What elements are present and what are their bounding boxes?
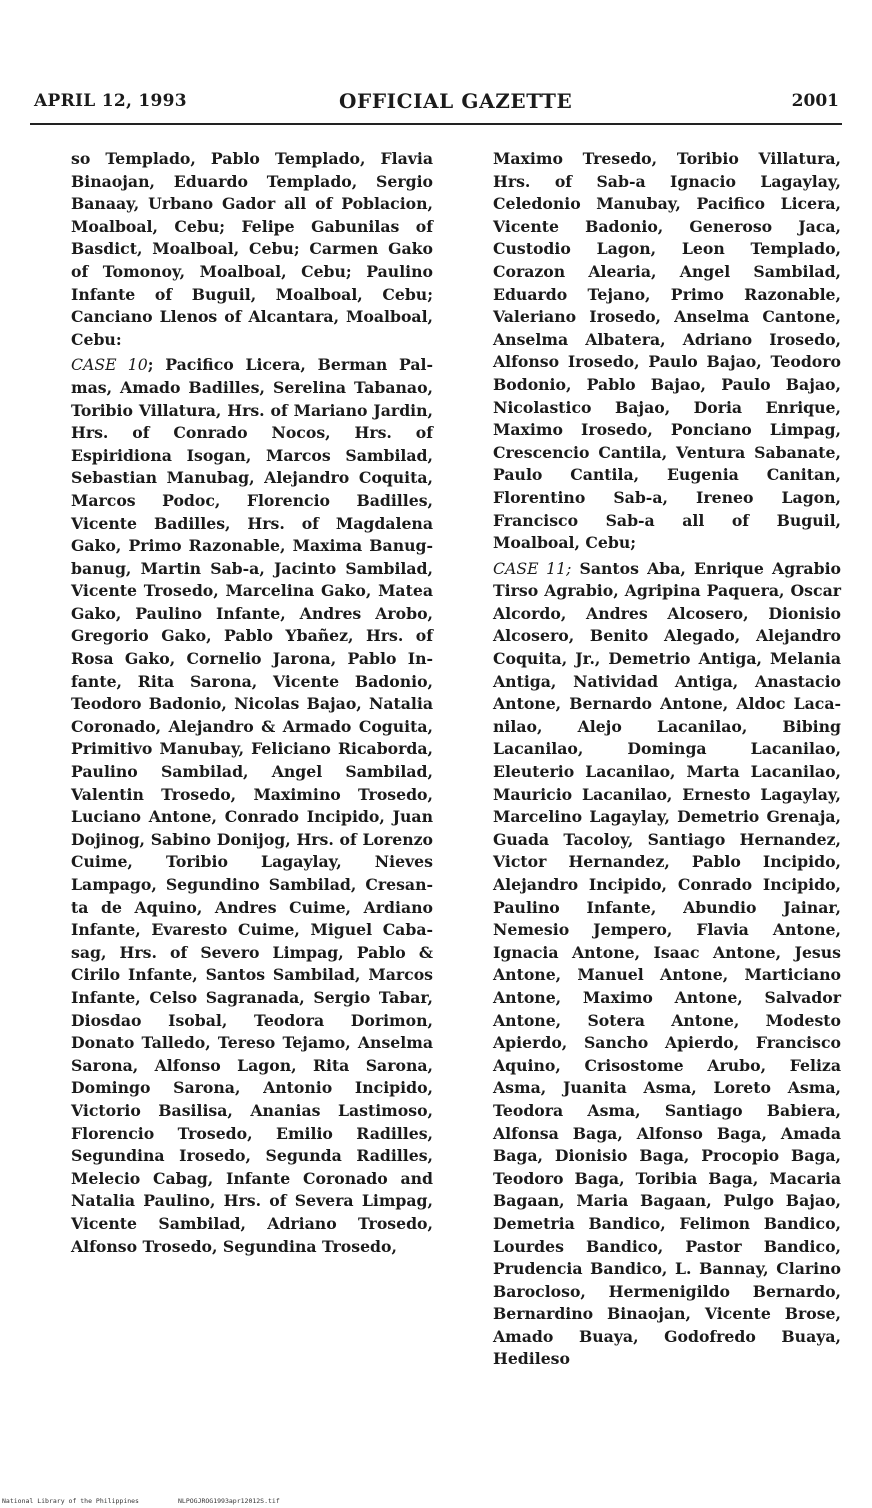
case-10-text: ; Pacifico Licera, Berman Palmas, Amado Badilles, Serelina Tabanao, Toribio Villatura, Hrs. of Mariano Jardin, Hrs. of Conrado Nocos, Hrs. of Espiridiona Isogan, Marcos Sambilad, Sebastian Manubag, Alejandro Coquita, Marcos Podoc, Florencio Badilles, Vicente Badilles, Hrs. of Magdalena Gako, Primo Razonable, Maxima Banugbanug, Martin Sab-a, Jacinto Sambilad, Vicente Trosedo, Marcelina Gako, Matea Gako, Paulino Infante, Andres Arobo, Gregorio Gako, Pablo Ybañez, Hrs. of Rosa Gako, Cornelio Jarona, Pablo Infante, Rita Sarona, Vicente Badonio, Teodoro Badonio, Nicolas Bajao, Natalia Coronado, Alejandro & Armado Coguita, Primitivo Manubay, Feliciano Ricaborda, Paulino Sambilad, Angel Sambilad, Valentin Trosedo, Maximino Trosedo, Luciano Antone, Conrado Incipido, Juan Dojinog, Sabino Donijog, Hrs. of Lorenzo Cuime, Toribio Lagaylay, Nieves Lampago, Segundino Sambilad, Cresanta de Aquino, Andres Cuime, Ardiano Infante, Evaresto Cuime, Miguel Cabasag, Hrs. of Severo Limpag, Pablo & Cirilo Infante, Santos Sambilad, Marcos Infante, Celso Sagranada, Sergio Tabar, Diosdao Isobal, Teodora Dorimon, Donato Talledo, Tereso Tejamo, Anselma Sarona, Alfonso Lagon, Rita Sarona, Domingo Sarona, Antonio Incipido, Victorio Basilisa, Ananias Lastimoso, Florencio Trosedo, Emilio Radilles, Segundina Irosedo, Segunda Radilles, Melecio Cabag, Infante Coronado and Natalia Paulino, Hrs. of Severa Limpag, Vicente Sambilad, Adriano Trosedo, Alfonso Trosedo, Segundina Trosedo, (71, 355, 433, 1256)
case-10-label: CASE 10 (71, 355, 148, 375)
footer-source: National Library of the Philippines (2, 1497, 139, 1505)
left-column (71, 148, 433, 1261)
header-date: APRIL 12, 1993 (34, 91, 187, 111)
right-paragraph-1: Maximo Tresedo, Toribio Villatura, Hrs. of Sab-a Ignacio Lagaylay, Celedonio Manubay, Pacifico Licera, Vicente Badonio, Generoso Jaca, Custodio Lagon, Leon Templado, Corazon Alearia, Angel Sambilad, Eduardo Tejano, Primo Razonable, Valeriano Irosedo, Anselma Cantone, Anselma Albatera, Adriano Irosedo, Alfonso Irosedo, Paulo Bajao, Teodoro Bodonio, Pablo Bajao, Paulo Bajao, Nicolastico Bajao, Doria Enrique, Maximo Irosedo, Ponciano Limpag, Crescencio Cantila, Ventura Sabanate, Paulo Cantila, Eugenia Canitan, Florentino Sab-a, Ireneo Lagon, Francisco Sab-a all of Buguil, Moalboal, Cebu; (493, 149, 841, 553)
case-11-label: CASE 11; (493, 558, 572, 578)
header-rule (30, 123, 842, 125)
header-publication-title: OFFICIAL GAZETTE (339, 89, 573, 113)
right-paragraph-case-11 (493, 558, 841, 1371)
footer-file: NLPOGJROG1993apr12012S.tif (178, 1497, 280, 1505)
page-header (0, 0, 872, 130)
header-page-number: 2001 (791, 91, 839, 111)
case-11-text: Santos Aba, Enrique Agrabio Tirso Agrabio, Agripina Paquera, Oscar Alcordo, Andres Alcosero, Dionisio Alcosero, Benito Alegado, Alejandro Coquita, Jr., Demetrio Antiga, Melania Antiga, Natividad Antiga, Anastacio Antone, Bernardo Antone, Aldoc Lacanilao, Alejo Lacanilao, Bibing Lacanilao, Dominga Lacanilao, Eleuterio Lacanilao, Marta Lacanilao, Mauricio Lacanilao, Ernesto Lagaylay, Marcelino Lagaylay, Demetrio Grenaja, Guada Tacoloy, Santiago Hernandez, Victor Hernandez, Pablo Incipido, Alejandro Incipido, Conrado Incipido, Paulino Infante, Abundio Jainar, Nemesio Jempero, Flavia Antone, Ignacia Antone, Isaac Antone, Jesus Antone, Manuel Antone, Marticiano Antone, Maximo Antone, Salvador Antone, Sotera Antone, Modesto Apierdo, Sancho Apierdo, Francisco Aquino, Crisostome Arubo, Feliza Asma, Juanita Asma, Loreto Asma, Teodora Asma, Santiago Babiera, Alfonsa Baga, Alfonso Baga, Amada Baga, Dionisio Baga, Procopio Baga, Teodoro Baga, Toribia Baga, Macaria Bagaan, Maria Bagaan, Pulgo Bajao, Demetria Bandico, Felimon Bandico, Lourdes Bandico, Pastor Bandico, Prudencia Bandico, L. Bannay, Clarino Barocloso, Hermenigildo Bernardo, Bernardino Binaojan, Vicente Brose, Amado Buaya, Godofredo Buaya, Hedileso (493, 558, 841, 1369)
left-paragraph-case-10 (71, 354, 433, 1258)
left-paragraph-1: so Templado, Pablo Templado, Flavia Binaojan, Eduardo Templado, Sergio Banaay, Urbano Gador all of Poblacion, Moalboal, Cebu; Felipe Gabunilas of Basdict, Moalboal, Cebu; Carmen Gako of Tomonoy, Moalboal, Cebu; Paulino Infante of Buguil, Moalboal, Cebu; Canciano Llenos of Alcantara, Moalboal, Cebu: (71, 149, 433, 349)
right-column (493, 148, 841, 1374)
